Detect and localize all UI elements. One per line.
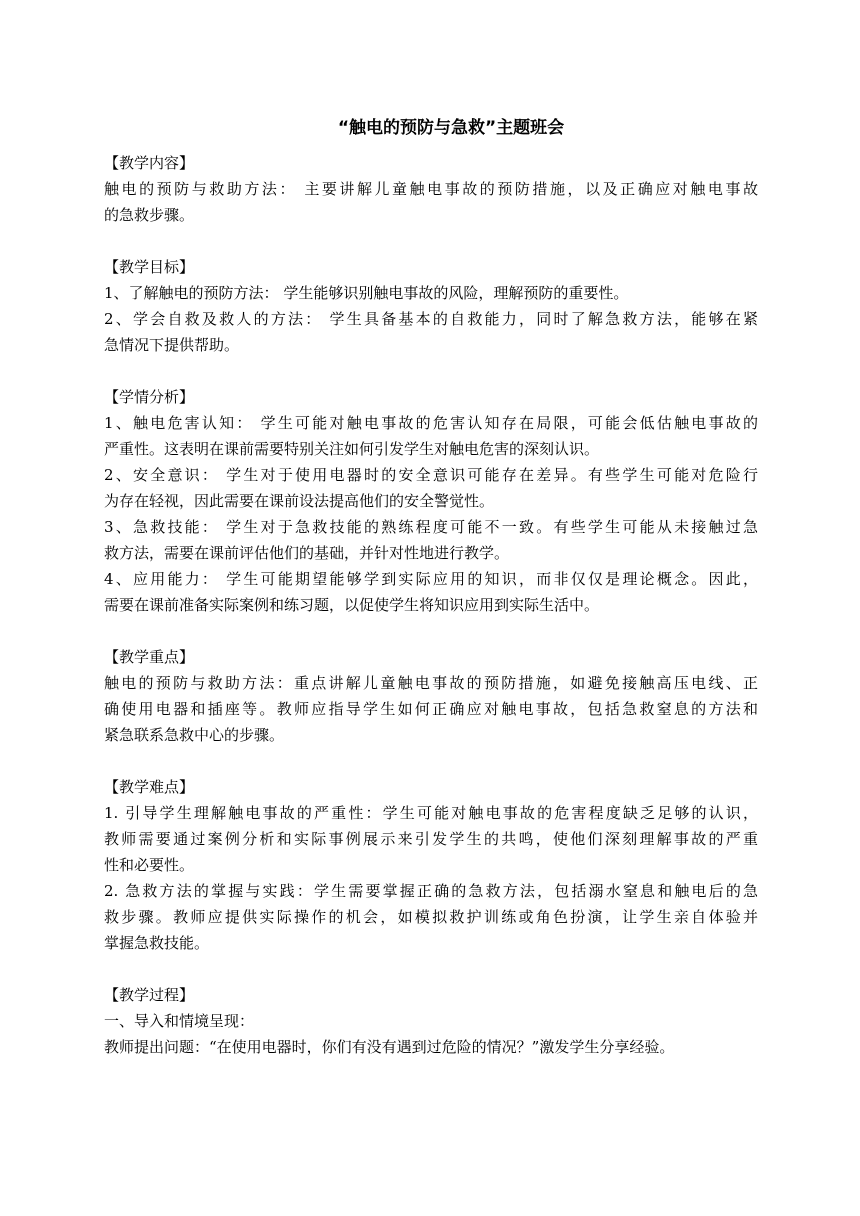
paragraph-line: 性和必要性。	[104, 856, 195, 874]
paragraph-line: 4、应用能力： 学生可能期望能够学到实际应用的知识，而非仅仅是理论概念。因此，	[104, 570, 758, 588]
section-key-points	[104, 644, 758, 748]
section-heading: 【教学过程】	[104, 986, 195, 1004]
section-heading: 【教学难点】	[104, 778, 195, 796]
paragraph-line: 需要在课前准备实际案例和练习题，以促使学生将知识应用到实际生活中。	[104, 596, 600, 614]
paragraph-line: 3、急救技能： 学生对于急救技能的熟练程度可能不一致。有些学生可能从未接触过急	[104, 518, 758, 536]
section-teaching-goals	[104, 254, 758, 358]
paragraph-line: 教师提出问题：“在使用电器时，你们有没有遇到过危险的情况？”激发学生分享经验。	[104, 1038, 675, 1056]
paragraph-line: 2、学会自救及救人的方法： 学生具备基本的自救能力，同时了解急救方法，能够在紧	[104, 310, 758, 328]
paragraph-line: 为存在轻视，因此需要在课前设法提高他们的安全警觉性。	[104, 492, 495, 510]
paragraph-line: 触电的预防与救助方法： 主要讲解儿童触电事故的预防措施，以及正确应对触电事故	[104, 180, 758, 198]
document-page	[104, 116, 758, 1060]
section-heading: 【学情分析】	[104, 388, 195, 406]
paragraph-line: 救方法，需要在课前评估他们的基础，并针对性地进行教学。	[104, 544, 510, 562]
section-teaching-content	[104, 150, 758, 228]
section-student-analysis	[104, 384, 758, 618]
paragraph-line: 1、了解触电的预防方法： 学生能够识别触电事故的风险，理解预防的重要性。	[104, 284, 629, 302]
document-title: “触电的预防与急救”主题班会	[337, 118, 565, 138]
section-heading: 【教学重点】	[104, 648, 195, 666]
paragraph-line: 1. 引导学生理解触电事故的严重性：学生可能对触电事故的危害程度缺乏足够的认识，	[104, 804, 758, 822]
paragraph-line: 1、触电危害认知： 学生可能对触电事故的危害认知存在局限，可能会低估触电事故的	[104, 414, 758, 432]
paragraph-line: 的急救步骤。	[104, 206, 195, 224]
paragraph-line: 掌握急救技能。	[104, 934, 210, 952]
paragraph-line: 2. 急救方法的掌握与实践：学生需要掌握正确的急救方法，包括溺水窒息和触电后的急	[104, 882, 758, 900]
paragraph-line: 教师需要通过案例分析和实际事例展示来引发学生的共鸣，使他们深刻理解事故的严重	[104, 830, 758, 848]
section-teaching-process	[104, 982, 758, 1060]
section-heading: 【教学目标】	[104, 258, 195, 276]
paragraph-line: 紧急联系急救中心的步骤。	[104, 726, 285, 744]
section-heading: 【教学内容】	[104, 154, 195, 172]
paragraph-line: 急情况下提供帮助。	[104, 336, 240, 354]
paragraph-line: 一、导入和情境呈现：	[104, 1012, 255, 1030]
paragraph-line: 2、安全意识： 学生对于使用电器时的安全意识可能存在差异。有些学生可能对危险行	[104, 466, 758, 484]
paragraph-line: 确使用电器和插座等。教师应指导学生如何正确应对触电事故，包括急救窒息的方法和	[104, 700, 758, 718]
paragraph-line: 触电的预防与救助方法：重点讲解儿童触电事故的预防措施，如避免接触高压电线、正	[104, 674, 758, 692]
section-difficulties	[104, 774, 758, 956]
paragraph-line: 严重性。这表明在课前需要特别关注如何引发学生对触电危害的深刻认识。	[104, 440, 600, 458]
paragraph-line: 救步骤。教师应提供实际操作的机会，如模拟救护训练或角色扮演，让学生亲自体验并	[104, 908, 758, 926]
